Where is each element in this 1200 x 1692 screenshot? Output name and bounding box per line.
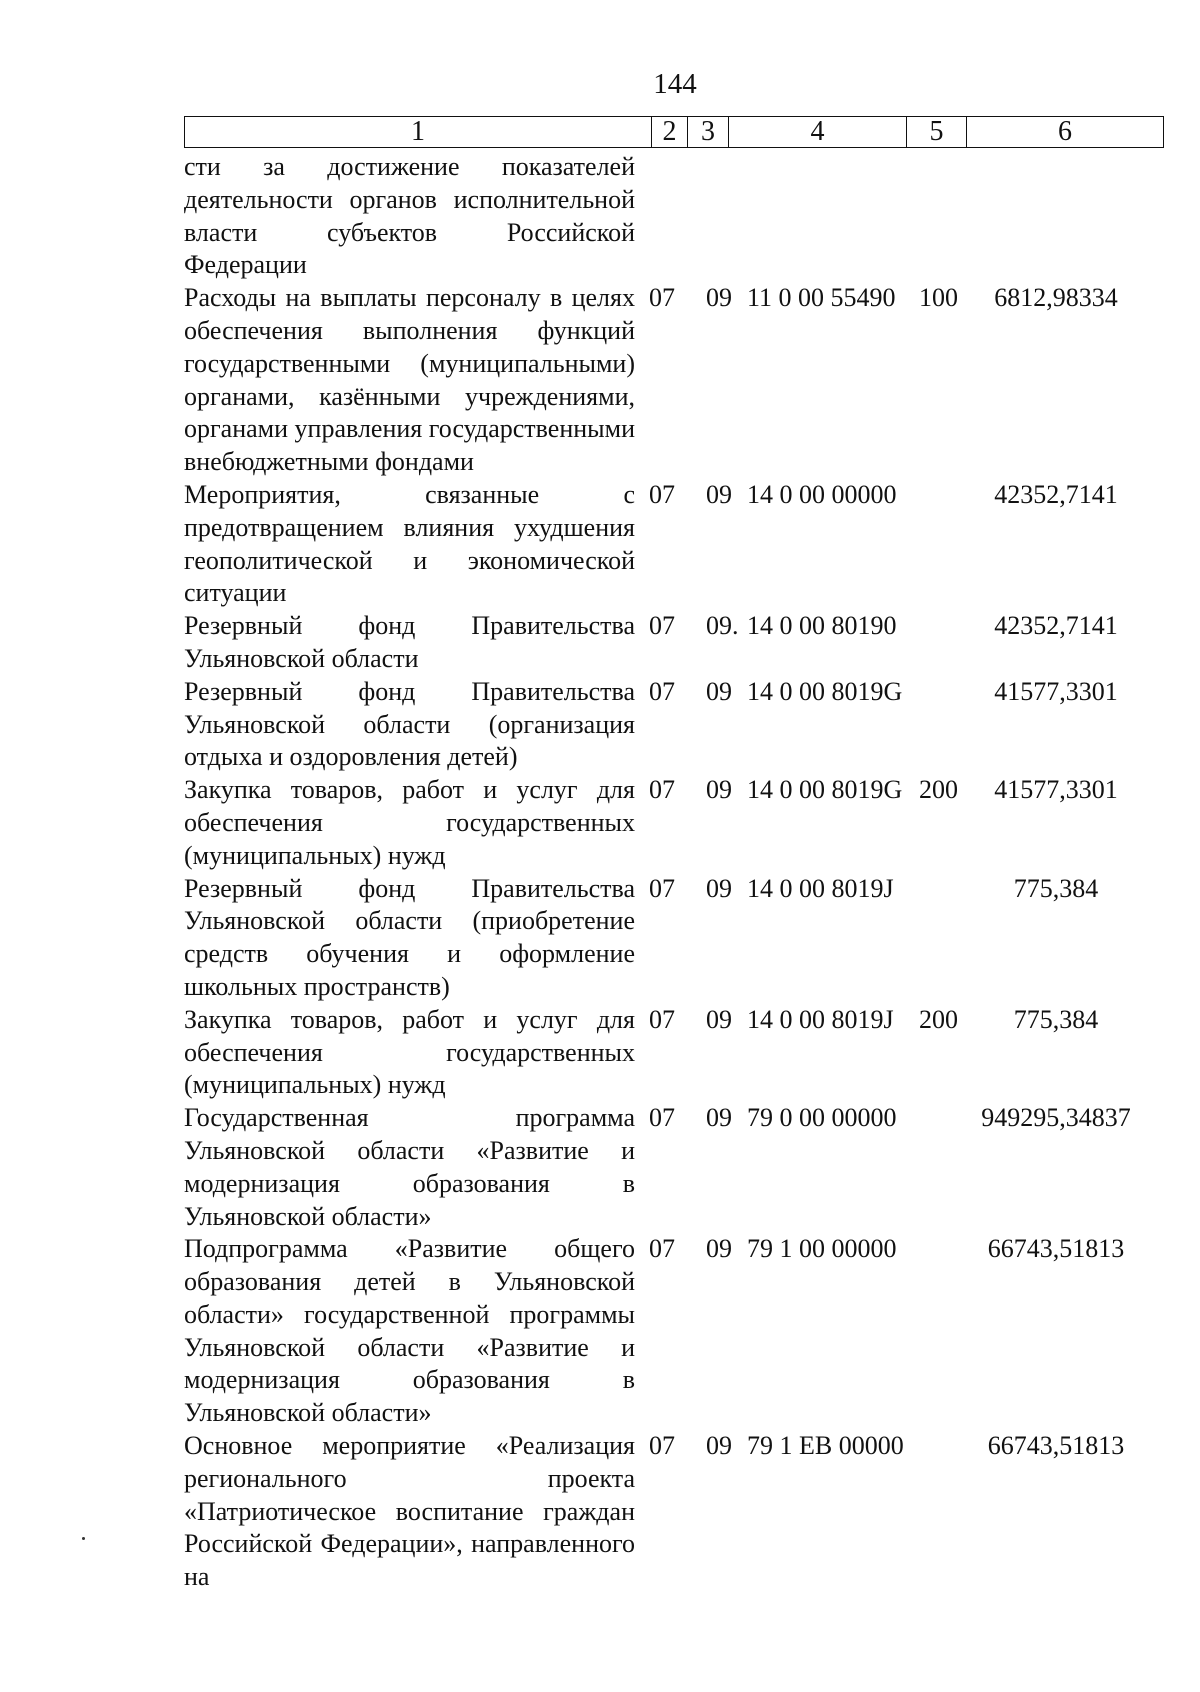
budget-table bbox=[184, 116, 1164, 1594]
row-sum: 6812,98334 bbox=[994, 283, 1118, 313]
table-row bbox=[184, 774, 1164, 872]
row-pr: 09. bbox=[706, 611, 739, 641]
row-vr bbox=[919, 151, 981, 282]
table-row bbox=[184, 1430, 1164, 1594]
row-sum: 41577,3301 bbox=[994, 775, 1118, 805]
row-vr bbox=[919, 1233, 981, 1430]
header-col-6: 6 bbox=[1058, 116, 1072, 147]
row-rz: 07 bbox=[649, 1431, 675, 1461]
row-pr: 09 bbox=[706, 873, 732, 903]
row-sum bbox=[981, 151, 1131, 282]
row-csr: 14 0 00 00000 bbox=[747, 479, 897, 509]
scan-speck bbox=[82, 1537, 85, 1540]
row-name: Государственная программа Ульяновской области «Развитие и модернизация образования в Ульяновской области» bbox=[184, 1103, 635, 1231]
table-row bbox=[184, 1004, 1164, 1102]
row-rz: 07 bbox=[649, 873, 675, 903]
row-name: Резервный фонд Правительства Ульяновской области (организация отдыха и оздоровления детей) bbox=[184, 676, 635, 772]
row-vr bbox=[919, 873, 981, 1004]
row-pr: 09 bbox=[706, 1234, 732, 1264]
row-rz: 07 bbox=[649, 479, 675, 509]
row-csr: 14 0 00 8019G bbox=[747, 775, 903, 805]
row-name: Закупка товаров, работ и услуг для обеспечения государственных (муниципальных) нужд bbox=[184, 1004, 635, 1100]
row-rz: 07 bbox=[649, 611, 675, 641]
row-sum: 949295,34837 bbox=[981, 1103, 1131, 1133]
row-csr: 79 1 00 00000 bbox=[747, 1234, 897, 1264]
row-name: Закупка товаров, работ и услуг для обеспечения государственных (муниципальных) нужд bbox=[184, 775, 635, 870]
header-col-5: 5 bbox=[907, 117, 967, 147]
row-rz: 07 bbox=[649, 1004, 675, 1034]
row-vr bbox=[919, 610, 981, 676]
row-vr bbox=[919, 676, 981, 774]
row-csr: 14 0 00 8019G bbox=[747, 676, 903, 706]
row-csr: 11 0 00 55490 bbox=[747, 283, 896, 313]
table-row bbox=[184, 676, 1164, 774]
row-rz bbox=[649, 151, 706, 282]
row-rz: 07 bbox=[649, 676, 675, 706]
row-sum: 42352,7141 bbox=[994, 611, 1118, 641]
row-vr bbox=[919, 1430, 981, 1594]
row-vr: 100 bbox=[919, 283, 958, 313]
row-vr bbox=[919, 479, 981, 610]
row-csr: 14 0 00 8019J bbox=[747, 1004, 894, 1034]
header-col-1: 1 bbox=[185, 117, 652, 147]
row-rz: 07 bbox=[649, 1103, 675, 1133]
row-sum: 775,384 bbox=[1013, 1004, 1099, 1034]
table-row bbox=[184, 610, 1164, 676]
row-csr: 14 0 00 80190 bbox=[747, 611, 897, 641]
table-row bbox=[184, 1102, 1164, 1233]
row-pr: 09 bbox=[706, 479, 732, 509]
row-rz: 07 bbox=[649, 1234, 675, 1264]
table-row bbox=[184, 148, 1164, 282]
row-sum: 775,384 bbox=[1013, 873, 1099, 903]
row-name: Подпрограмма «Развитие общего образования детей в Ульяновской области» государственной программы Ульяновской области «Развитие и модернизация образования в Ульяновской области» bbox=[184, 1234, 635, 1428]
row-name: Расходы на выплаты персоналу в целях обеспечения выполнения функций государственными (муниципальными) органами, казёнными учреждениями, органами управления государственными внебюджетными фондами bbox=[184, 283, 635, 477]
row-pr: 09 bbox=[706, 676, 732, 706]
row-vr bbox=[919, 1102, 981, 1233]
row-name: Резервный фонд Правительства Ульяновской области bbox=[184, 611, 635, 673]
row-csr: 79 0 00 00000 bbox=[747, 1103, 897, 1133]
row-csr bbox=[747, 151, 919, 282]
row-pr: 09 bbox=[706, 283, 732, 313]
row-name: Резервный фонд Правительства Ульяновской области (приобретение средств обучения и оформление школьных пространств) bbox=[184, 873, 635, 1001]
row-pr: 09 bbox=[706, 775, 732, 805]
table-row bbox=[184, 282, 1164, 479]
table-row bbox=[184, 873, 1164, 1004]
row-pr: 09 bbox=[706, 1103, 732, 1133]
row-name: Мероприятия, связанные с предотвращением влияния ухудшения геополитической и экономической ситуации bbox=[184, 479, 635, 608]
table-row bbox=[184, 1233, 1164, 1430]
row-rz: 07 bbox=[649, 283, 675, 313]
row-sum: 66743,51813 bbox=[987, 1234, 1125, 1264]
row-name: Основное мероприятие «Реализация регионального проекта «Патриотическое воспитание граждан Российской Федерации», направленного на bbox=[184, 1431, 635, 1592]
header-col-2: 2 bbox=[652, 117, 688, 147]
row-pr: 09 bbox=[706, 1431, 732, 1461]
table-row bbox=[184, 479, 1164, 610]
row-csr: 14 0 00 8019J bbox=[747, 873, 894, 903]
row-rz: 07 bbox=[649, 775, 675, 805]
row-sum: 41577,3301 bbox=[994, 676, 1118, 706]
row-name: сти за достижение показателей деятельности органов исполнительной власти субъектов Российской Федерации bbox=[184, 152, 635, 280]
row-sum: 66743,51813 bbox=[987, 1431, 1125, 1461]
table-header bbox=[184, 116, 1164, 148]
table-body bbox=[184, 148, 1164, 1594]
row-sum: 42352,7141 bbox=[994, 479, 1118, 509]
row-pr bbox=[706, 151, 747, 282]
header-col-4: 4 bbox=[729, 117, 907, 147]
row-pr: 09 bbox=[706, 1004, 732, 1034]
page-number: 144 bbox=[653, 68, 697, 100]
header-col-3: 3 bbox=[688, 117, 729, 147]
row-csr: 79 1 EB 00000 bbox=[747, 1431, 904, 1461]
row-vr: 200 bbox=[919, 775, 958, 805]
row-vr: 200 bbox=[919, 1004, 958, 1034]
